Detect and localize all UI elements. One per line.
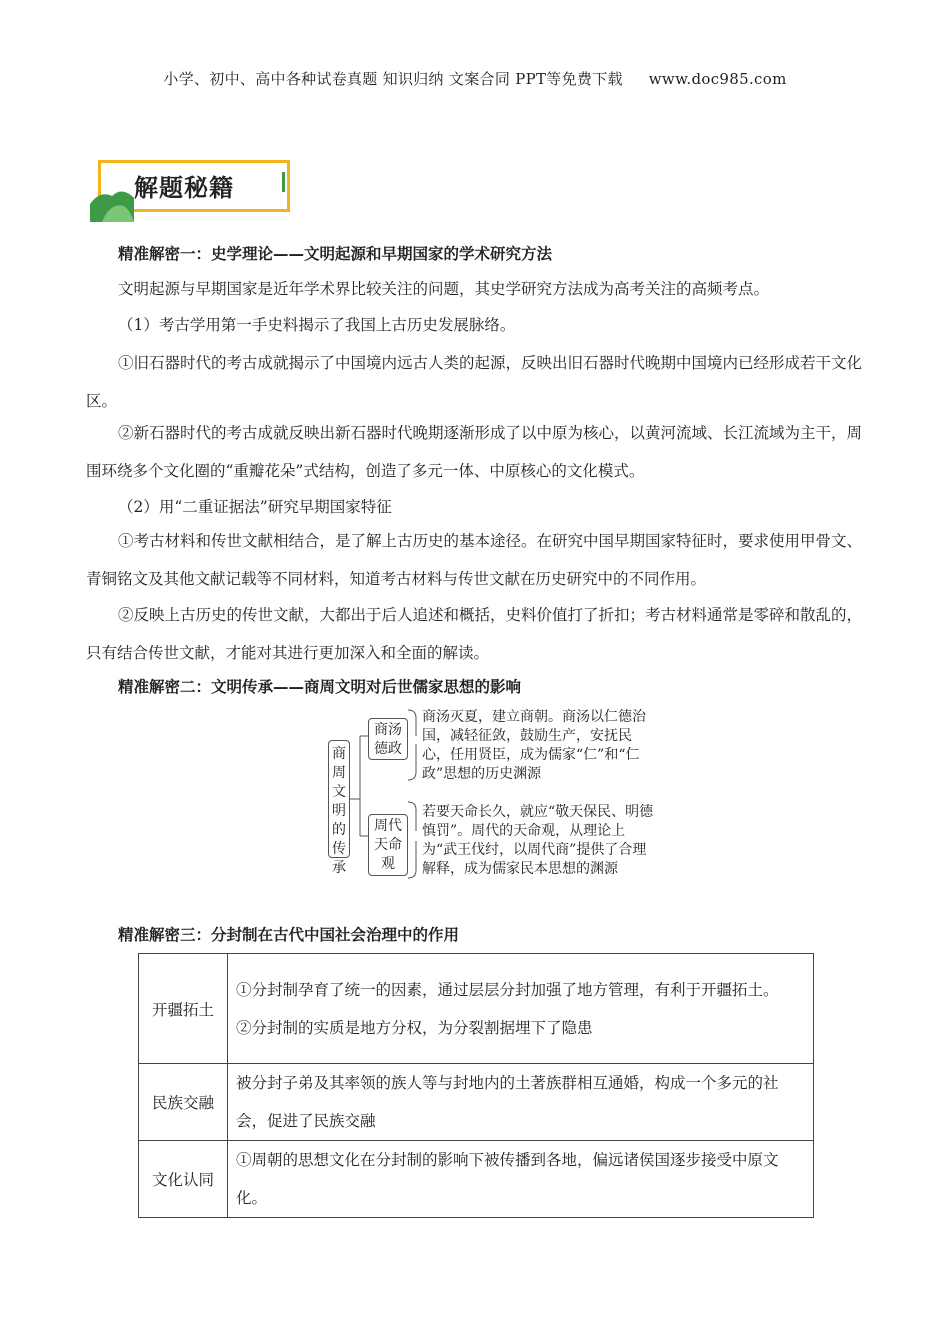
diagram-root: 商周文明的传承	[328, 740, 350, 858]
section3-heading: 精准解密三：分封制在古代中国社会治理中的作用	[118, 926, 460, 944]
section1-heading: 精准解密一：史学理论——文明起源和早期国家的学术研究方法	[118, 245, 553, 263]
table-value: ①分封制孕育了统一的因素，通过层层分封加强了地方管理，有利于开疆拓土。 ②分封制的实质是地方分权，为分裂割据埋下了隐患	[228, 954, 814, 1064]
section1-intro: 文明起源与早期国家是近年学术界比较关注的问题，其史学研究方法成为高考关注的高频考点。	[118, 280, 770, 298]
diagram-branch1-label: 商汤德政	[368, 718, 408, 760]
table-key: 开疆拓土	[139, 954, 228, 1064]
table-key: 民族交融	[139, 1064, 228, 1141]
diagram-branch2-label: 周代天命观	[368, 814, 408, 876]
feudal-table	[138, 953, 814, 1218]
section1-p4: ②反映上古历史的传世文献，大都出于后人追述和概括，史料价值打了折扣；考古材料通常是零碎和散乱的，只有结合传世文献，才能对其进行更加深入和全面的解读。	[86, 606, 863, 662]
banner-title: 解题秘籍	[134, 174, 234, 202]
table-row	[139, 954, 814, 1064]
page-header	[0, 68, 950, 89]
table-key: 文化认同	[139, 1141, 228, 1218]
diagram-branch2-text: 若要天命长久，就应“敬天保民、明德慎罚”。周代的天命观，从理论上为“武王伐纣，以周代商”提供了合理解释，成为儒家民本思想的渊源	[422, 804, 654, 877]
table-value: ①周朝的思想文化在分封制的影响下被传播到各地，偏远诸侯国逐步接受中原文化。	[228, 1141, 814, 1218]
diagram-branch1-text: 商汤灭夏，建立商朝。商汤以仁德治国，减轻征敛，鼓励生产，安抚民心，任用贤臣，成为儒家“仁”和“仁政”思想的历史渊源	[422, 709, 646, 782]
section1-p3: ①考古材料和传世文献相结合，是了解上古历史的基本途径。在研究中国早期国家特征时，要求使用甲骨文、青铜铭文及其他文献记载等不同材料，知道考古材料与传世文献在历史研究中的不同作用。	[86, 532, 863, 588]
section1-p2: ②新石器时代的考古成就反映出新石器时代晚期逐渐形成了以中原为核心，以黄河流域、长江流域为主干，周围环绕多个文化圈的“重瓣花朵”式结构，创造了多元一体、中原核心的文化模式。	[86, 424, 863, 480]
section-banner	[90, 160, 296, 220]
concept-diagram	[326, 706, 666, 881]
header-site-link[interactable]: www.doc985.com	[648, 70, 787, 88]
section1-p1: ①旧石器时代的考古成就揭示了中国境内远古人类的起源，反映出旧石器时代晚期中国境内已经形成若干文化区。	[86, 354, 863, 410]
header-text: 小学、初中、高中各种试卷真题 知识归纳 文案合同 PPT等免费下载	[163, 70, 623, 88]
section1-sub1: （1）考古学用第一手史料揭示了我国上古历史发展脉络。	[118, 316, 516, 334]
section1-sub2: （2）用“二重证据法”研究早期国家特征	[118, 498, 392, 516]
table-value: 被分封子弟及其率领的族人等与封地内的土著族群相互通婚，构成一个多元的社会，促进了民族交融	[228, 1064, 814, 1141]
table-row	[139, 1141, 814, 1218]
section2-heading: 精准解密二：文明传承——商周文明对后世儒家思想的影响	[118, 678, 522, 696]
table-row	[139, 1064, 814, 1141]
